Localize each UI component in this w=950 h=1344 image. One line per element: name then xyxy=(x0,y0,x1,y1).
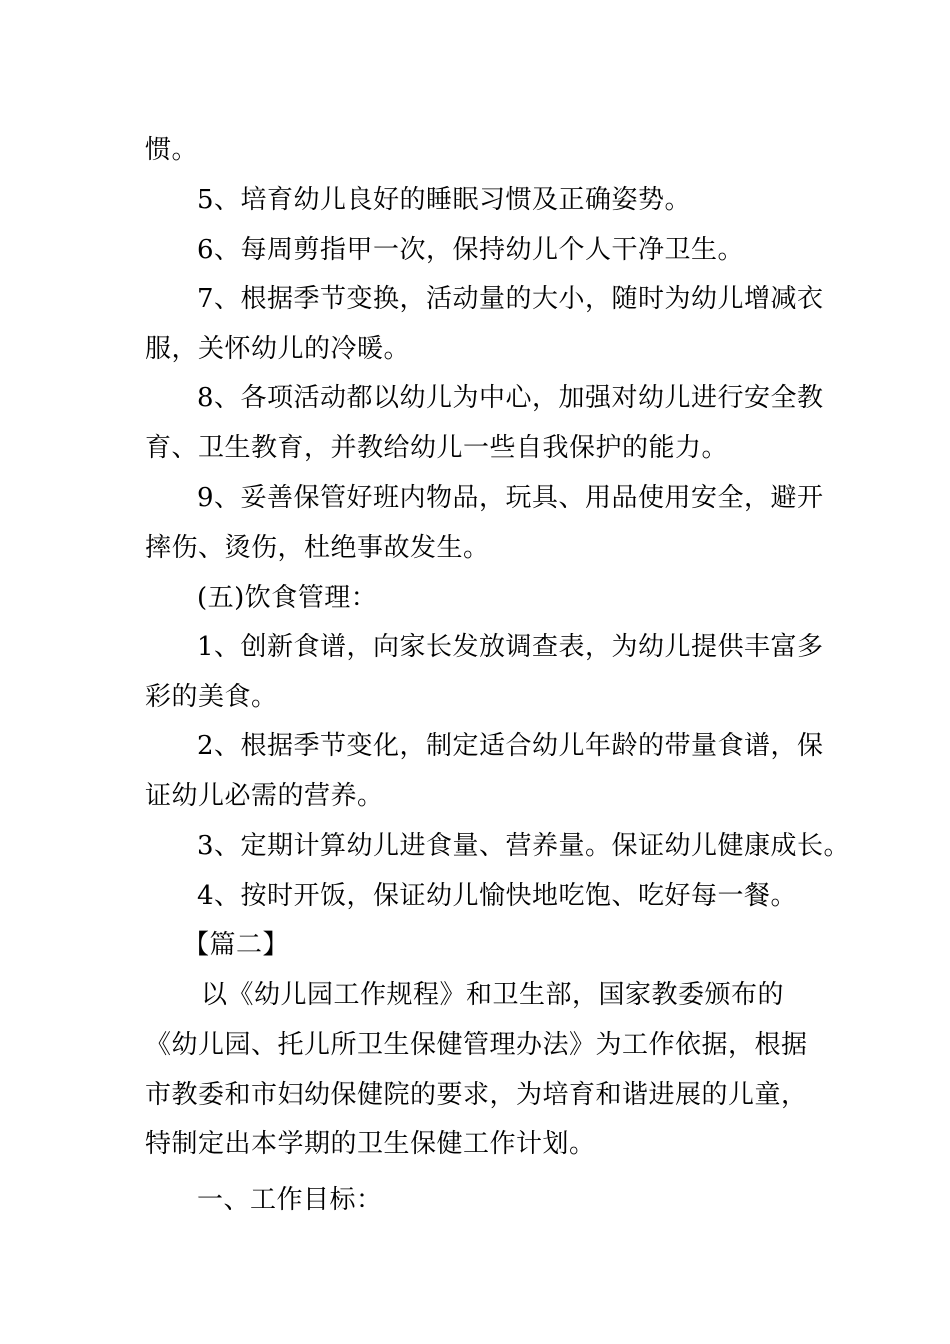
paragraph-line: 摔伤、烫伤，杜绝事故发生。 xyxy=(145,533,490,563)
paragraph-line: 7、根据季节变换，活动量的大小，随时为幼儿增减衣 xyxy=(197,284,824,314)
paragraph-line: 彩的美食。 xyxy=(145,682,278,712)
paragraph-line: 惯。 xyxy=(145,135,199,165)
section-heading: 一、工作目标： xyxy=(197,1185,383,1215)
paragraph-line: 5、培育幼儿良好的睡眠习惯及正确姿势。 xyxy=(197,185,692,215)
paragraph-line: 4、按时开饭，保证幼儿愉快地吃饱、吃好每一餐。 xyxy=(197,881,798,911)
paragraph-line: 3、定期计算幼儿进食量、营养量。保证幼儿健康成长。 xyxy=(197,831,851,861)
paragraph-line: 服，关怀幼儿的冷暖。 xyxy=(145,334,411,364)
paragraph-line: 证幼儿必需的营养。 xyxy=(145,781,384,811)
paragraph-line: 以《幼儿园工作规程》和卫生部，国家教委颁布的 xyxy=(201,980,785,1010)
paragraph-line: 《幼儿园、托儿所卫生保健管理办法》为工作依据，根据 xyxy=(145,1030,808,1060)
section-heading: (五)饮食管理： xyxy=(197,583,378,613)
paragraph-line: 9、妥善保管好班内物品，玩具、用品使用安全，避开 xyxy=(197,483,824,513)
paragraph-line: 8、各项活动都以幼儿为中心，加强对幼儿进行安全教 xyxy=(197,383,824,413)
paragraph-line: 特制定出本学期的卫生保健工作计划。 xyxy=(145,1129,596,1159)
paragraph-line: 1、创新食谱，向家长发放调查表，为幼儿提供丰富多 xyxy=(197,632,824,662)
paragraph-line: 市教委和市妇幼保健院的要求，为培育和谐进展的儿童， xyxy=(145,1080,808,1110)
paragraph-line: 育、卫生教育，并教给幼儿一些自我保护的能力。 xyxy=(145,433,729,463)
section-heading: 【篇二】 xyxy=(183,930,290,960)
paragraph-line: 6、每周剪指甲一次，保持幼儿个人干净卫生。 xyxy=(197,235,745,265)
paragraph-line: 2、根据季节变化，制定适合幼儿年龄的带量食谱，保 xyxy=(197,731,824,761)
